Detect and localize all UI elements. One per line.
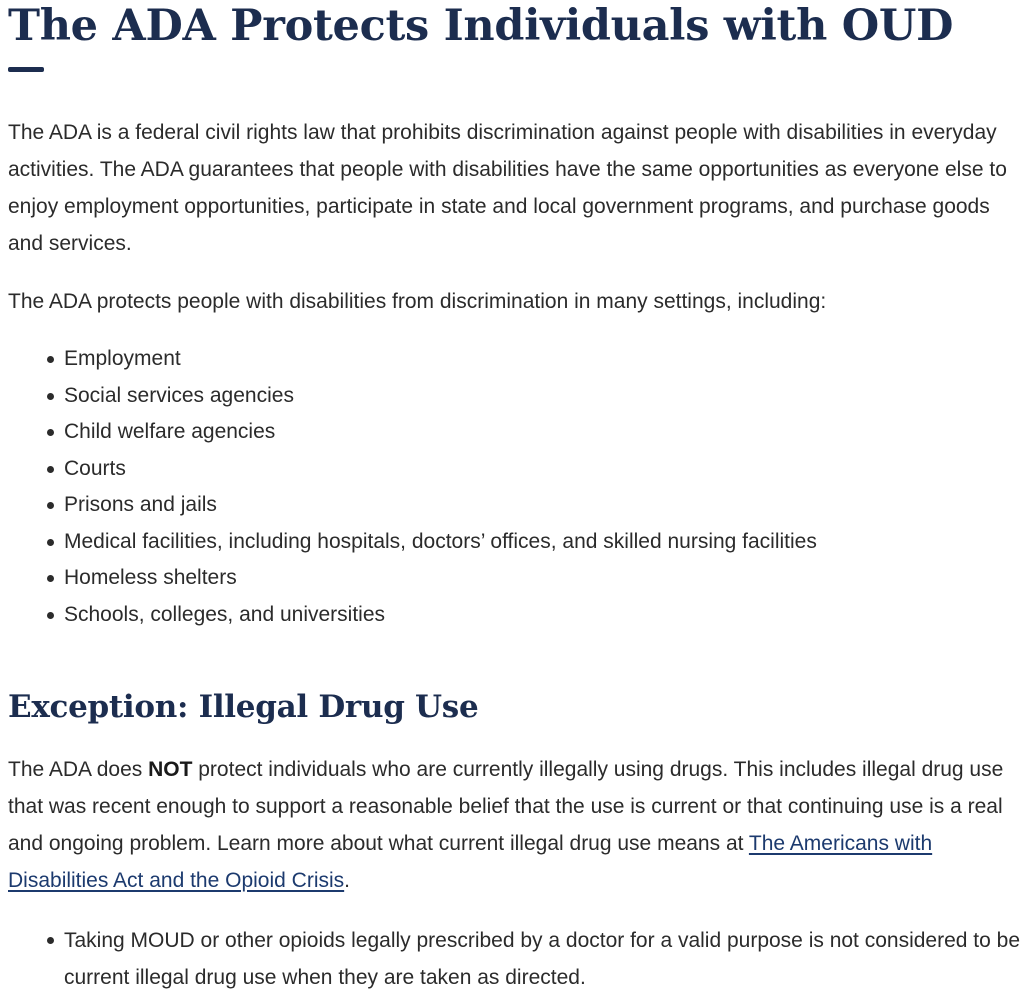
settings-intro-paragraph: The ADA protects people with disabilities from discrimination in many settings, including: — [8, 290, 827, 313]
list-item: Schools, colleges, and universities — [8, 597, 1024, 634]
emphasis-not: NOT — [148, 758, 193, 781]
list-item: Social services agencies — [8, 378, 1024, 415]
exception-text-lead: The ADA does — [8, 758, 149, 781]
list-item: Homeless shelters — [8, 560, 1024, 597]
list-item: Courts — [8, 451, 1024, 488]
exception-text-body: protect individuals who are currently illegally using drugs. This includes illegal drug use that was recent enough to support a reasonable belief that the use is current or that continuing use is a real and ongoing problem. Learn more about what current illegal drug use means at — [8, 758, 1004, 855]
page-title: The ADA Protects Individuals with OUD — [8, 1, 954, 51]
exception-bullet-list — [8, 922, 1024, 996]
section-heading-exception: Exception: Illegal Drug Use — [8, 689, 479, 725]
list-item: Employment — [8, 341, 1024, 378]
article-content — [8, 0, 1024, 996]
list-item: Medical facilities, including hospitals, doctors’ offices, and skilled nursing facilities — [8, 524, 1024, 561]
settings-list — [8, 341, 1024, 633]
intro-paragraph: The ADA is a federal civil rights law that prohibits discrimination against people with disabilities in everyday activities. The ADA guarantees that people with disabilities have the same opportunities as everyone else to enjoy employment opportunities, participate in state and local government programs, and purchase goods and services. — [8, 121, 1007, 255]
ada-opioid-crisis-link[interactable]: The Americans with Disabilities Act and the Opioid Crisis — [8, 832, 933, 892]
list-item: Taking MOUD or other opioids legally prescribed by a doctor for a valid purpose is not considered to be current illegal drug use when they are taken as directed. — [8, 922, 1024, 996]
exception-text-end: . — [344, 869, 350, 892]
list-item: Prisons and jails — [8, 487, 1024, 524]
list-item: Child welfare agencies — [8, 414, 1024, 451]
exception-paragraph — [8, 751, 1024, 899]
title-underline-divider — [8, 67, 44, 72]
